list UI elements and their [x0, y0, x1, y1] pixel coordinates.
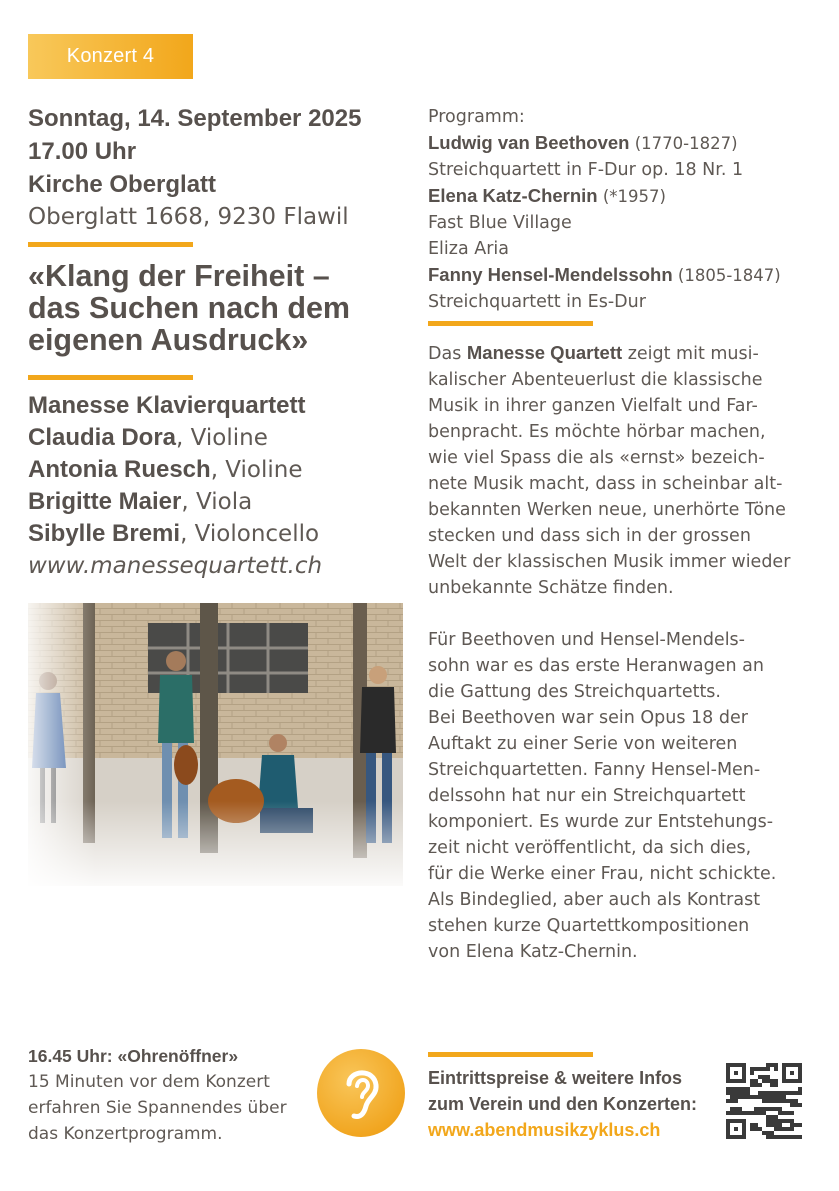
ensemble-highlight: Manesse Quartett	[466, 342, 623, 363]
description	[428, 340, 800, 991]
divider	[28, 375, 193, 380]
description-line: für die Werke einer Frau, nicht schickte.	[428, 864, 777, 884]
text: zeigt mit musi-	[622, 344, 759, 364]
description-line: stecken und dass sich in der grossen	[428, 526, 751, 546]
concert-badge: Konzert 4	[28, 34, 193, 79]
info-line: Eintrittspreise & weitere Infos	[428, 1068, 683, 1088]
performer	[28, 422, 322, 454]
quartet-photo	[28, 603, 403, 886]
description-line: kalischer Abenteuerlust die klassische	[428, 370, 763, 390]
performer-role: , Violoncello	[180, 521, 320, 547]
program-piece: Eliza Aria	[428, 239, 510, 259]
description-paragraph	[428, 627, 800, 965]
program-composer	[428, 183, 781, 210]
composer-years: (1770-1827)	[629, 134, 738, 153]
qr-code[interactable]	[726, 1063, 802, 1139]
description-line: Musik in ihrer ganzen Vielfalt und Far-	[428, 396, 758, 416]
performer-name: Claudia Dora	[28, 424, 177, 451]
program-composer	[428, 130, 781, 157]
ticket-info	[428, 1065, 697, 1143]
ensemble-name: Manesse Klavierquartett	[28, 392, 306, 419]
description-line: Als Bindeglied, aber auch als Kontrast	[428, 890, 761, 910]
performer	[28, 454, 322, 486]
program-piece: Streichquartett in Es-Dur	[428, 292, 646, 312]
ear-icon	[316, 1048, 406, 1138]
event-venue: Kirche Oberglatt	[28, 171, 217, 198]
description-line: stehen kurze Quartettkompositionen	[428, 916, 750, 936]
intro-talk-line: erfahren Sie Spannendes über	[28, 1098, 287, 1118]
concert-title	[28, 260, 388, 356]
description-line: benpracht. Es möchte hörbar machen,	[428, 422, 766, 442]
description-line: delssohn hat nur ein Streichquartett	[428, 786, 746, 806]
intro-talk-line: 15 Minuten vor dem Konzert	[28, 1072, 270, 1092]
description-line: Welt der klassischen Musik immer wieder	[428, 552, 791, 572]
description-line: von Elena Katz-Chernin.	[428, 942, 638, 962]
performer-name: Antonia Ruesch	[28, 456, 211, 483]
description-line: nete Musik macht, dass in scheinbar alt-	[428, 474, 783, 494]
description-line: zeit nicht veröffentlicht, da sich dies,	[428, 838, 752, 858]
description-line: unbekannte Schätze finden.	[428, 578, 674, 598]
composer-years: (1805-1847)	[672, 266, 781, 285]
performer-name: Sibylle Bremi	[28, 520, 181, 547]
program-piece: Fast Blue Village	[428, 213, 572, 233]
description-line: die Gattung des Streichquartetts.	[428, 682, 721, 702]
composer-name: Elena Katz-Chernin	[428, 185, 598, 206]
title-line: eigenen Ausdruck»	[28, 323, 309, 357]
composer-years: (*1957)	[597, 187, 666, 206]
performer	[28, 518, 322, 550]
performer-role: , Viola	[181, 489, 253, 515]
intro-talk	[28, 1043, 287, 1147]
description-line: Für Beethoven und Hensel-Mendels-	[428, 630, 745, 650]
divider	[28, 242, 193, 247]
performer-name: Brigitte Maier	[28, 488, 182, 515]
composer-name: Fanny Hensel-Mendelssohn	[428, 264, 673, 285]
composer-name: Ludwig van Beethoven	[428, 132, 630, 153]
title-line: das Suchen nach dem	[28, 291, 351, 325]
title-line: «Klang der Freiheit –	[28, 259, 330, 293]
program-composer	[428, 262, 781, 289]
program-heading: Programm:	[428, 107, 525, 127]
program-piece: Streichquartett in F-Dur op. 18 Nr. 1	[428, 160, 744, 180]
website-link[interactable]: www.abendmusikzyklus.ch	[428, 1120, 661, 1140]
description-line: bekannten Werken neue, unerhörte Töne	[428, 500, 786, 520]
description-line	[428, 340, 800, 367]
program	[428, 104, 781, 315]
divider	[428, 321, 593, 326]
description-paragraph	[428, 340, 800, 601]
performer-role: , Violine	[210, 457, 303, 483]
performer-role: , Violine	[176, 425, 268, 451]
description-line: Auftakt zu einer Serie von weiteren	[428, 734, 738, 754]
intro-talk-line: das Konzertprogramm.	[28, 1124, 223, 1144]
performer	[28, 486, 322, 518]
event-time: 17.00 Uhr	[28, 138, 137, 165]
performers	[28, 390, 322, 582]
description-line: wie viel Spass die als «ernst» bezeich-	[428, 448, 765, 468]
event-info	[28, 102, 361, 234]
intro-talk-heading: 16.45 Uhr: «Ohrenöffner»	[28, 1046, 239, 1066]
description-line: Bei Beethoven war sein Opus 18 der	[428, 708, 748, 728]
description-line: Streichquartetten. Fanny Hensel-Men-	[428, 760, 761, 780]
event-date: Sonntag, 14. September 2025	[28, 105, 362, 132]
ensemble-website[interactable]: www.manessequartett.ch	[28, 553, 323, 579]
description-line: sohn war es das erste Heranwagen an	[428, 656, 764, 676]
info-line: zum Verein und den Konzerten:	[428, 1094, 698, 1114]
text: Das	[428, 344, 467, 364]
description-line: komponiert. Es wurde zur Entstehungs-	[428, 812, 774, 832]
divider	[428, 1052, 593, 1057]
event-address: Oberglatt 1668, 9230 Flawil	[28, 204, 349, 230]
